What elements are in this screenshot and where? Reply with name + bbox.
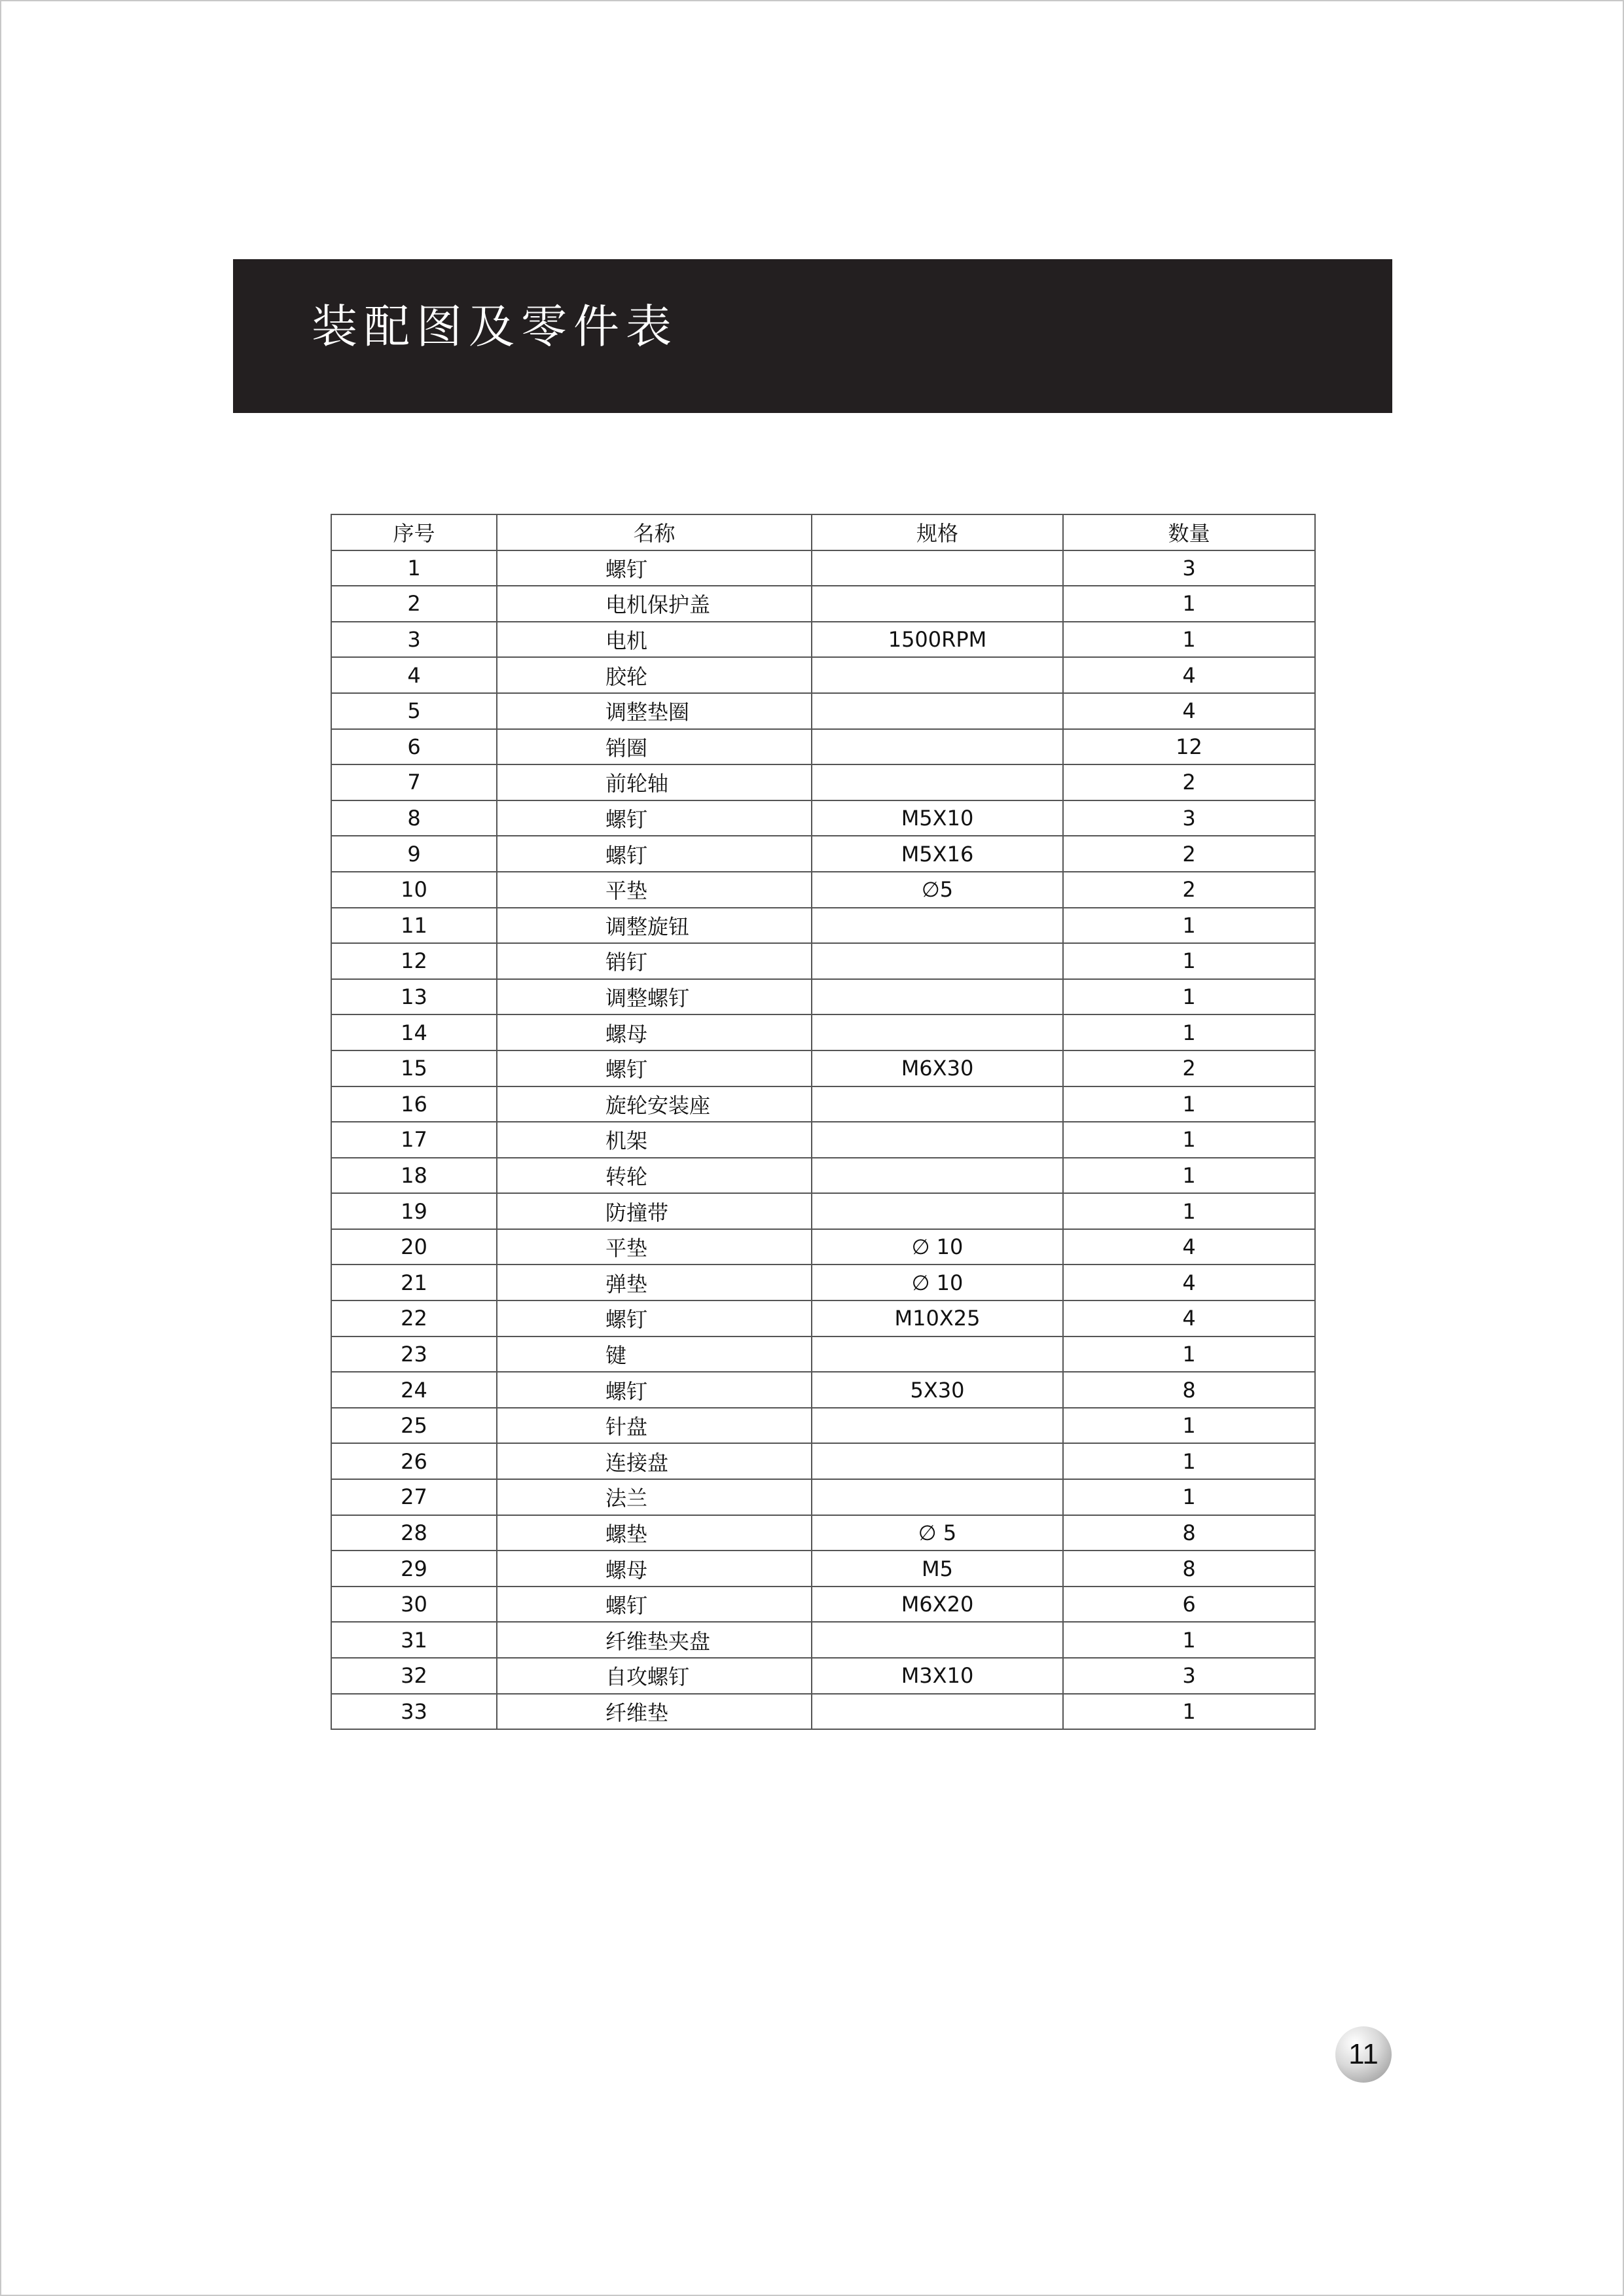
header-cell-no: 序号 (331, 514, 497, 550)
cell-no: 17 (331, 1122, 497, 1158)
cell-no: 14 (331, 1014, 497, 1050)
cell-qty: 1 (1063, 1622, 1315, 1658)
cell-no: 22 (331, 1300, 497, 1336)
cell-spec (812, 943, 1063, 979)
cell-name: 螺钉 (497, 1372, 812, 1408)
cell-spec (812, 1694, 1063, 1730)
cell-qty: 8 (1063, 1515, 1315, 1551)
cell-name: 螺钉 (497, 1587, 812, 1623)
table-row (331, 1229, 1315, 1265)
table-row (331, 1443, 1315, 1479)
cell-name: 旋轮安装座 (497, 1086, 812, 1122)
cell-qty: 1 (1063, 1158, 1315, 1194)
cell-no: 12 (331, 943, 497, 979)
cell-qty: 3 (1063, 800, 1315, 836)
cell-qty: 1 (1063, 622, 1315, 658)
cell-spec (812, 657, 1063, 693)
cell-name: 机架 (497, 1122, 812, 1158)
cell-qty: 1 (1063, 1336, 1315, 1372)
table-row (331, 1551, 1315, 1587)
cell-spec: M6X20 (812, 1587, 1063, 1623)
cell-qty: 2 (1063, 1050, 1315, 1086)
cell-name: 弹垫 (497, 1265, 812, 1300)
table-row (331, 550, 1315, 586)
parts-table (331, 514, 1316, 1730)
cell-no: 23 (331, 1336, 497, 1372)
cell-qty: 4 (1063, 1265, 1315, 1300)
cell-no: 15 (331, 1050, 497, 1086)
cell-no: 3 (331, 622, 497, 658)
table-row (331, 943, 1315, 979)
cell-name: 螺钉 (497, 1050, 812, 1086)
cell-qty: 8 (1063, 1551, 1315, 1587)
cell-no: 21 (331, 1265, 497, 1300)
header-cell-spec: 规格 (812, 514, 1063, 550)
cell-qty: 1 (1063, 1479, 1315, 1515)
cell-no: 24 (331, 1372, 497, 1408)
table-row (331, 657, 1315, 693)
cell-qty: 2 (1063, 836, 1315, 872)
cell-qty: 1 (1063, 1086, 1315, 1122)
cell-no: 5 (331, 693, 497, 729)
cell-spec (812, 908, 1063, 944)
cell-no: 7 (331, 764, 497, 800)
table-row (331, 693, 1315, 729)
cell-no: 10 (331, 872, 497, 908)
cell-name: 键 (497, 1336, 812, 1372)
table-row (331, 729, 1315, 765)
header-cell-qty: 数量 (1063, 514, 1315, 550)
cell-qty: 1 (1063, 943, 1315, 979)
cell-spec (812, 1336, 1063, 1372)
cell-spec (812, 1408, 1063, 1444)
table-row (331, 979, 1315, 1015)
table-row (331, 1515, 1315, 1551)
cell-qty: 4 (1063, 1300, 1315, 1336)
cell-spec: M6X30 (812, 1050, 1063, 1086)
cell-name: 调整垫圈 (497, 693, 812, 729)
cell-no: 32 (331, 1658, 497, 1694)
cell-spec: M3X10 (812, 1658, 1063, 1694)
table-header-row (331, 514, 1315, 550)
cell-qty: 3 (1063, 550, 1315, 586)
cell-name: 电机保护盖 (497, 586, 812, 622)
cell-qty: 1 (1063, 1694, 1315, 1730)
table-row (331, 1372, 1315, 1408)
cell-qty: 8 (1063, 1372, 1315, 1408)
table-row (331, 1086, 1315, 1122)
cell-name: 螺垫 (497, 1515, 812, 1551)
cell-name: 螺钉 (497, 550, 812, 586)
cell-no: 19 (331, 1193, 497, 1229)
cell-spec: M10X25 (812, 1300, 1063, 1336)
cell-qty: 12 (1063, 729, 1315, 765)
cell-name: 前轮轴 (497, 764, 812, 800)
cell-name: 电机 (497, 622, 812, 658)
table-row (331, 1336, 1315, 1372)
cell-no: 6 (331, 729, 497, 765)
table-row (331, 800, 1315, 836)
cell-name: 螺母 (497, 1551, 812, 1587)
cell-spec: ∅ 10 (812, 1229, 1063, 1265)
table-row (331, 908, 1315, 944)
cell-name: 转轮 (497, 1158, 812, 1194)
cell-qty: 6 (1063, 1587, 1315, 1623)
cell-no: 18 (331, 1158, 497, 1194)
cell-no: 30 (331, 1587, 497, 1623)
cell-qty: 1 (1063, 979, 1315, 1015)
cell-name: 纤维垫夹盘 (497, 1622, 812, 1658)
cell-spec: M5X10 (812, 800, 1063, 836)
page-number-badge: 11 (1335, 2026, 1392, 2083)
cell-qty: 2 (1063, 872, 1315, 908)
cell-no: 29 (331, 1551, 497, 1587)
table-row (331, 764, 1315, 800)
table-row (331, 586, 1315, 622)
cell-no: 20 (331, 1229, 497, 1265)
cell-spec: ∅ 10 (812, 1265, 1063, 1300)
cell-qty: 4 (1063, 657, 1315, 693)
cell-spec: M5 (812, 1551, 1063, 1587)
cell-qty: 4 (1063, 1229, 1315, 1265)
cell-qty: 1 (1063, 1122, 1315, 1158)
cell-spec (812, 1443, 1063, 1479)
cell-no: 33 (331, 1694, 497, 1730)
cell-name: 防撞带 (497, 1193, 812, 1229)
cell-no: 25 (331, 1408, 497, 1444)
cell-spec: M5X16 (812, 836, 1063, 872)
cell-qty: 3 (1063, 1658, 1315, 1694)
cell-no: 26 (331, 1443, 497, 1479)
cell-no: 28 (331, 1515, 497, 1551)
table-row (331, 1622, 1315, 1658)
cell-qty: 1 (1063, 1408, 1315, 1444)
table-row (331, 1122, 1315, 1158)
cell-qty: 1 (1063, 586, 1315, 622)
cell-no: 16 (331, 1086, 497, 1122)
cell-spec (812, 1193, 1063, 1229)
cell-no: 9 (331, 836, 497, 872)
parts-table-body (331, 550, 1315, 1730)
cell-name: 胶轮 (497, 657, 812, 693)
cell-qty: 1 (1063, 1443, 1315, 1479)
cell-no: 13 (331, 979, 497, 1015)
cell-spec: ∅5 (812, 872, 1063, 908)
cell-spec: 5X30 (812, 1372, 1063, 1408)
cell-no: 31 (331, 1622, 497, 1658)
cell-name: 销钉 (497, 943, 812, 979)
cell-no: 11 (331, 908, 497, 944)
cell-name: 螺钉 (497, 836, 812, 872)
cell-spec (812, 1122, 1063, 1158)
table-row (331, 836, 1315, 872)
table-row (331, 1014, 1315, 1050)
cell-name: 平垫 (497, 872, 812, 908)
table-row (331, 872, 1315, 908)
cell-name: 平垫 (497, 1229, 812, 1265)
table-row (331, 1300, 1315, 1336)
cell-spec (812, 729, 1063, 765)
cell-spec (812, 586, 1063, 622)
cell-name: 销圈 (497, 729, 812, 765)
header-band (233, 259, 1392, 413)
table-row (331, 622, 1315, 658)
cell-name: 纤维垫 (497, 1694, 812, 1730)
cell-qty: 1 (1063, 908, 1315, 944)
cell-spec (812, 1479, 1063, 1515)
header-cell-name: 名称 (497, 514, 812, 550)
table-row (331, 1408, 1315, 1444)
cell-no: 1 (331, 550, 497, 586)
cell-name: 针盘 (497, 1408, 812, 1444)
cell-no: 2 (331, 586, 497, 622)
cell-spec (812, 1158, 1063, 1194)
cell-spec: ∅ 5 (812, 1515, 1063, 1551)
cell-spec (812, 550, 1063, 586)
cell-spec (812, 1622, 1063, 1658)
cell-name: 法兰 (497, 1479, 812, 1515)
table-row (331, 1158, 1315, 1194)
cell-qty: 1 (1063, 1014, 1315, 1050)
cell-spec (812, 1086, 1063, 1122)
cell-name: 螺钉 (497, 1300, 812, 1336)
page-title: 装配图及零件表 (312, 300, 678, 353)
cell-name: 连接盘 (497, 1443, 812, 1479)
table-row (331, 1265, 1315, 1300)
cell-spec (812, 764, 1063, 800)
cell-name: 螺钉 (497, 800, 812, 836)
table-row (331, 1479, 1315, 1515)
table-row (331, 1050, 1315, 1086)
table-row (331, 1587, 1315, 1623)
cell-spec (812, 979, 1063, 1015)
cell-spec (812, 693, 1063, 729)
table-row (331, 1658, 1315, 1694)
cell-spec: 1500RPM (812, 622, 1063, 658)
cell-qty: 4 (1063, 693, 1315, 729)
cell-no: 4 (331, 657, 497, 693)
cell-name: 调整螺钉 (497, 979, 812, 1015)
cell-name: 螺母 (497, 1014, 812, 1050)
cell-no: 8 (331, 800, 497, 836)
cell-no: 27 (331, 1479, 497, 1515)
cell-spec (812, 1014, 1063, 1050)
cell-qty: 2 (1063, 764, 1315, 800)
table-row (331, 1193, 1315, 1229)
cell-qty: 1 (1063, 1193, 1315, 1229)
table-row (331, 1694, 1315, 1730)
cell-name: 自攻螺钉 (497, 1658, 812, 1694)
cell-name: 调整旋钮 (497, 908, 812, 944)
